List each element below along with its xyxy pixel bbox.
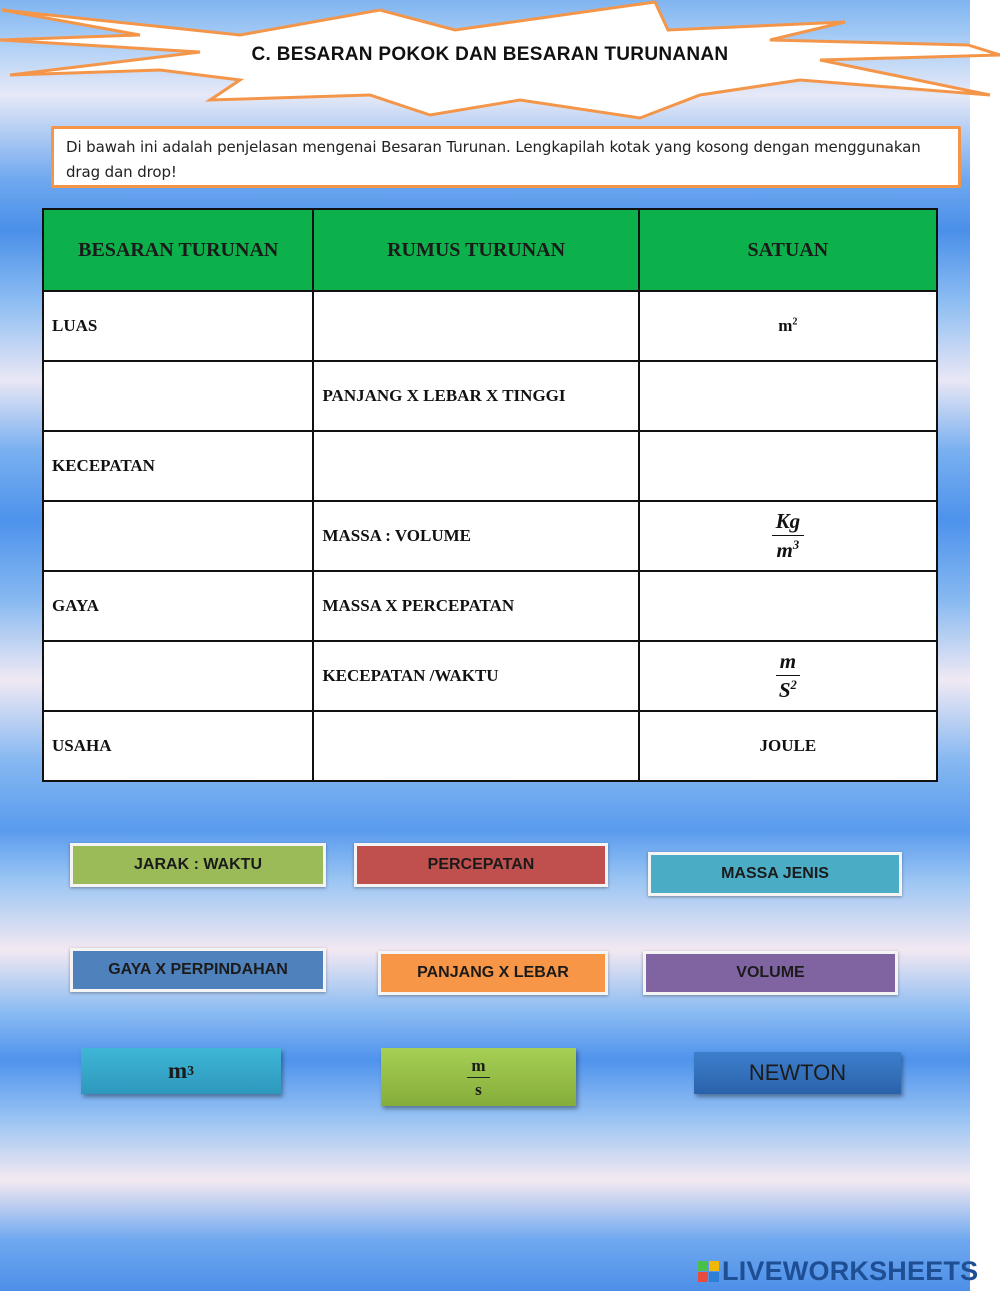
chip-newton[interactable]: NEWTON xyxy=(694,1052,901,1094)
satuan-cell xyxy=(639,291,937,361)
table-header-row xyxy=(43,209,937,291)
besaran-cell: GAYA xyxy=(43,571,313,641)
chip-m-per-s[interactable] xyxy=(381,1048,576,1106)
instruction-box: Di bawah ini adalah penjelasan mengenai Besaran Turunan. Lengkapilah kotak yang kosong dengan menggunakan drag dan drop! xyxy=(51,126,961,188)
chip-percepatan[interactable]: PERCEPATAN xyxy=(354,843,608,887)
besaran-cell: LUAS xyxy=(43,291,313,361)
unit-base: m xyxy=(776,538,793,562)
table-row xyxy=(43,571,937,641)
satuan-drop-zone[interactable] xyxy=(639,361,937,431)
rumus-cell: MASSA X PERCEPATAN xyxy=(313,571,638,641)
table-row xyxy=(43,361,937,431)
satuan-drop-zone[interactable] xyxy=(639,571,937,641)
chip-jarak-waktu[interactable]: JARAK : WAKTU xyxy=(70,843,326,887)
table-row xyxy=(43,291,937,361)
rumus-cell: MASSA : VOLUME xyxy=(313,501,638,571)
rumus-cell: KECEPATAN /WAKTU xyxy=(313,641,638,711)
besaran-cell: KECEPATAN xyxy=(43,431,313,501)
satuan-cell xyxy=(639,501,937,571)
column-header-satuan: SATUAN xyxy=(639,209,937,291)
unit-base: S xyxy=(778,678,791,702)
besaran-drop-zone[interactable] xyxy=(43,501,313,571)
fraction-numerator: Kg xyxy=(772,511,805,536)
logo-text: LIVEWORKSHEETS xyxy=(722,1256,979,1286)
unit-exponent: 2 xyxy=(792,316,798,328)
chip-massa-jenis[interactable]: MASSA JENIS xyxy=(648,852,902,896)
unit-exponent: 2 xyxy=(790,678,797,692)
unit-fraction xyxy=(772,511,805,561)
chip-m-cubed[interactable] xyxy=(81,1048,281,1094)
besaran-turunan-table xyxy=(42,208,938,782)
liveworksheets-logo xyxy=(698,1256,978,1287)
unit-base: m xyxy=(167,1058,188,1083)
logo-mark-icon xyxy=(698,1261,719,1282)
unit-fraction xyxy=(467,1057,489,1098)
rumus-drop-zone[interactable] xyxy=(313,291,638,361)
besaran-drop-zone[interactable] xyxy=(43,361,313,431)
fraction-denominator xyxy=(777,536,800,561)
satuan-cell xyxy=(639,641,937,711)
column-header-besaran: BESARAN TURUNAN xyxy=(43,209,313,291)
satuan-drop-zone[interactable] xyxy=(639,431,937,501)
fraction-denominator xyxy=(779,676,797,701)
chip-panjang-x-lebar[interactable]: PANJANG X LEBAR xyxy=(378,951,608,995)
besaran-cell: USAHA xyxy=(43,711,313,781)
unit-fraction xyxy=(776,651,800,701)
fraction-denominator: s xyxy=(475,1079,482,1099)
besaran-drop-zone[interactable] xyxy=(43,641,313,711)
table-row xyxy=(43,431,937,501)
fraction-numerator: m xyxy=(467,1057,489,1078)
satuan-cell: JOULE xyxy=(639,711,937,781)
rumus-drop-zone[interactable] xyxy=(313,431,638,501)
unit-base: m xyxy=(778,316,793,335)
rumus-cell: PANJANG X LEBAR X TINGGI xyxy=(313,361,638,431)
unit-exponent: 3 xyxy=(792,538,800,552)
fraction-numerator: m xyxy=(776,651,800,676)
unit-exponent: 3 xyxy=(187,1063,195,1078)
table-row xyxy=(43,711,937,781)
rumus-drop-zone[interactable] xyxy=(313,711,638,781)
page-title: C. BESARAN POKOK DAN BESARAN TURUNANAN xyxy=(251,44,729,65)
chip-volume[interactable]: VOLUME xyxy=(643,951,898,995)
column-header-rumus: RUMUS TURUNAN xyxy=(313,209,638,291)
chip-gaya-x-perpindahan[interactable]: GAYA X PERPINDAHAN xyxy=(70,948,326,992)
table-row xyxy=(43,501,937,571)
table-row xyxy=(43,641,937,711)
